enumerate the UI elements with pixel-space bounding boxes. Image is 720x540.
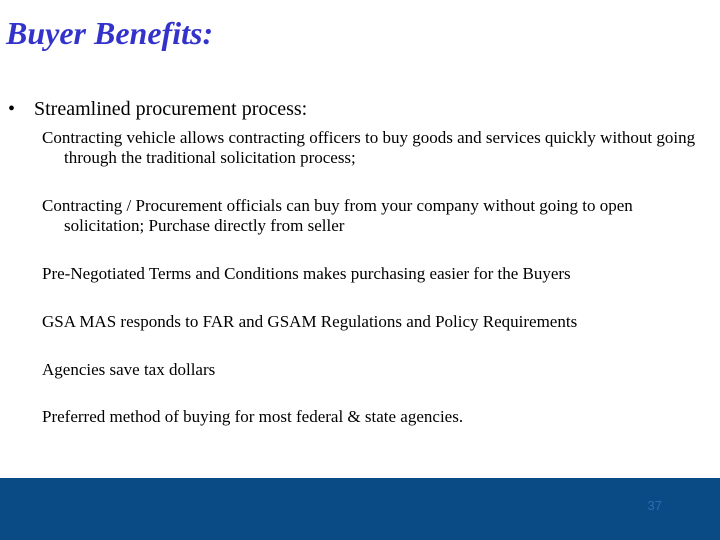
sub-item-contracting-vehicle: Contracting vehicle allows contracting officers to buy goods and services quickly without going through the traditional solicitation process;	[42, 128, 696, 167]
sub-item-buy-direct: Contracting / Procurement officials can buy from your company without going to open solicitation; Purchase directly from seller	[42, 196, 633, 235]
sub-item-preferred-method: Preferred method of buying for most federal & state agencies.	[42, 407, 464, 426]
sub-item-pre-negotiated-terms: Pre-Negotiated Terms and Conditions makes purchasing easier for the Buyers	[42, 264, 571, 283]
sub-item-far-gsam: GSA MAS responds to FAR and GSAM Regulations and Policy Requirements	[42, 312, 578, 331]
footer-bar	[0, 478, 720, 540]
main-bullet	[8, 97, 307, 121]
page-number: 37	[647, 498, 662, 513]
main-bullet-text: Streamlined procurement process:	[34, 98, 308, 120]
sub-item-save-tax-dollars: Agencies save tax dollars	[42, 360, 216, 379]
bullet-icon: •	[8, 98, 16, 120]
slide-title: Buyer Benefits:	[6, 15, 214, 51]
